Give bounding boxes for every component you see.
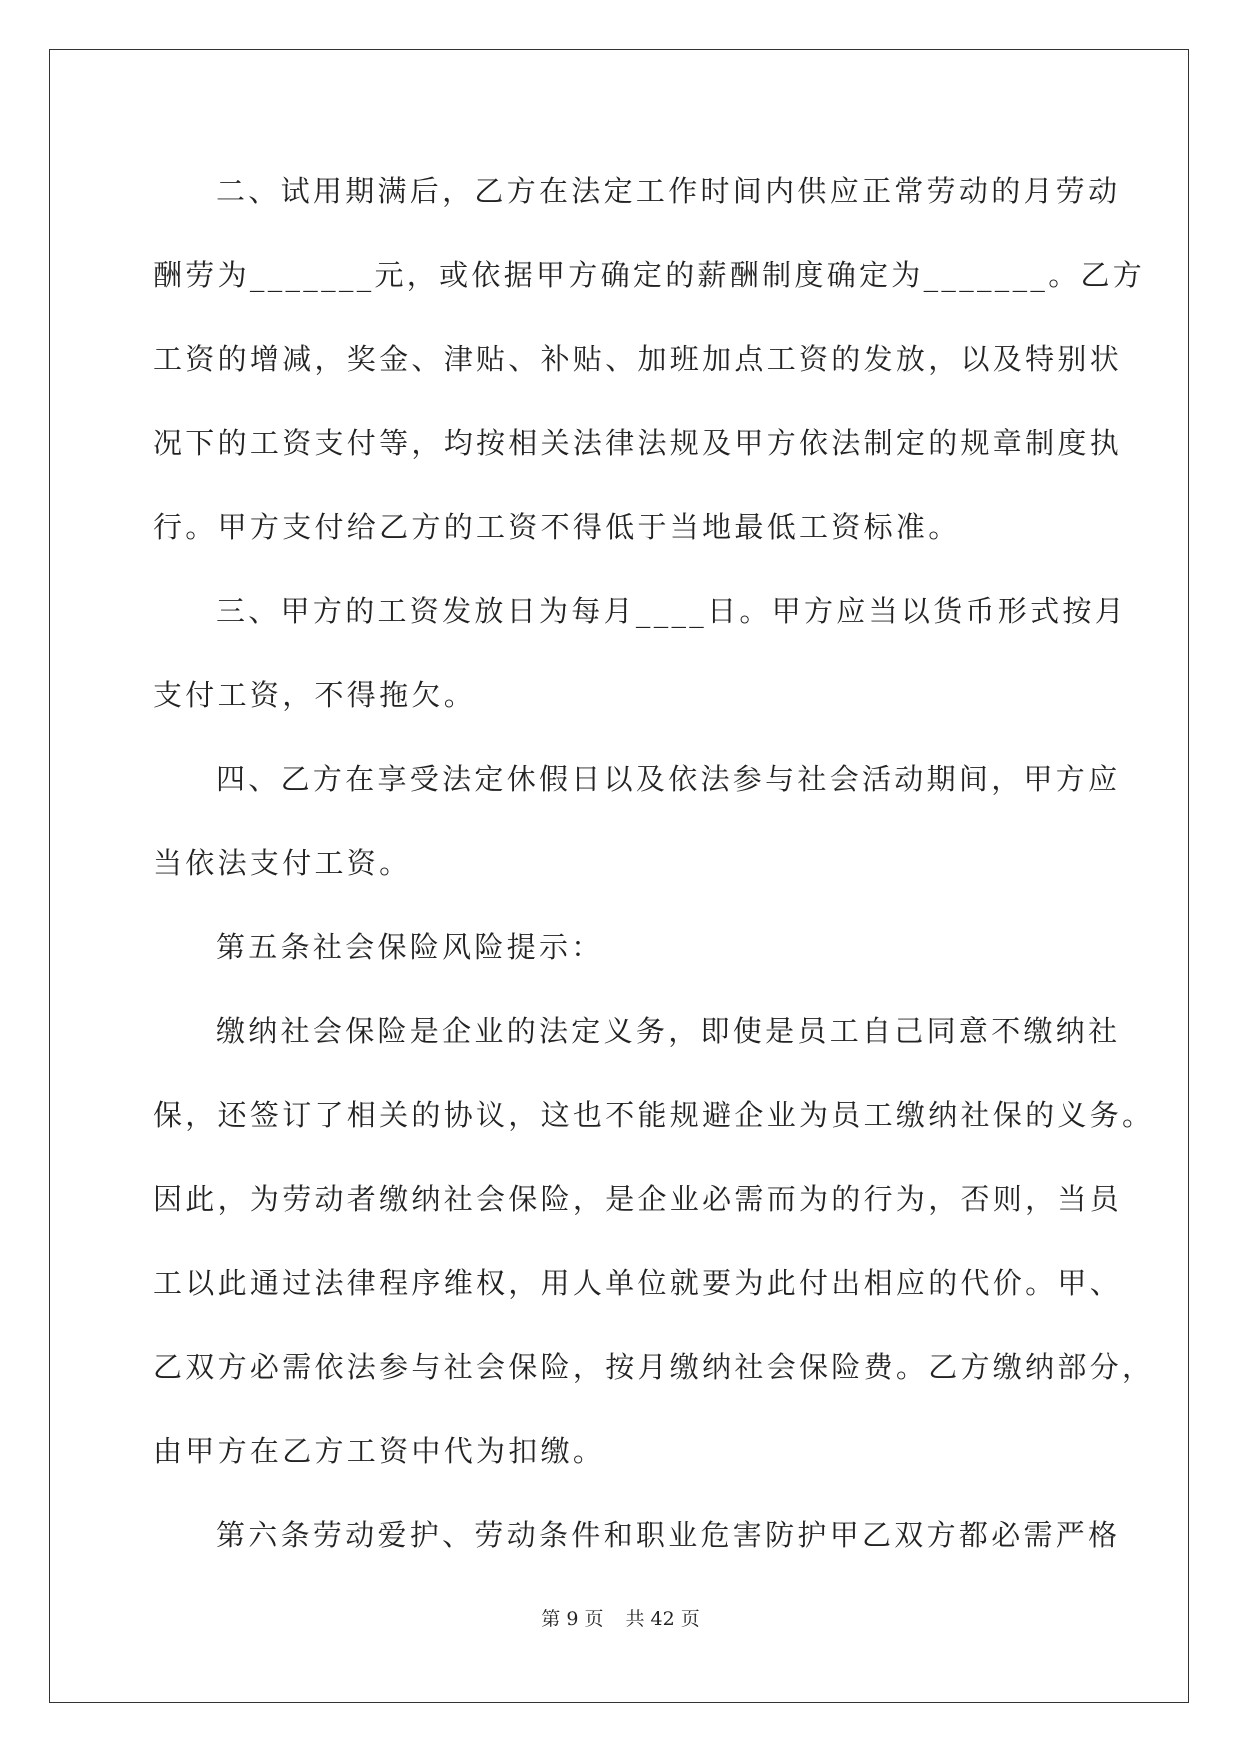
text-line: 四、乙方在享受法定休假日以及依法参与社会活动期间，甲方应	[216, 762, 1121, 796]
text-line: 工资的增减，奖金、津贴、补贴、加班加点工资的发放，以及特别状	[153, 342, 1123, 376]
section-heading: 第六条劳动爱护、劳动条件和职业危害防护甲乙双方都必需严格	[216, 1518, 1121, 1552]
text-line: 由甲方在乙方工资中代为扣缴。	[153, 1434, 606, 1468]
page-footer	[0, 1604, 1241, 1631]
text-line: 支付工资，不得拖欠。	[153, 678, 477, 712]
text-line: 乙双方必需依法参与社会保险，按月缴纳社会保险费。乙方缴纳部分，	[153, 1350, 1155, 1384]
section-heading: 第五条社会保险风险提示：	[216, 930, 604, 964]
text-line: 二、试用期满后，乙方在法定工作时间内供应正常劳动的月劳动	[216, 174, 1121, 208]
text-line: 三、甲方的工资发放日为每月____日。甲方应当以货币形式按月	[216, 594, 1128, 628]
text-line: 行。甲方支付给乙方的工资不得低于当地最低工资标准。	[153, 510, 961, 544]
page-number: 第 9 页	[541, 1608, 604, 1630]
document-body	[153, 160, 1155, 1588]
total-pages: 共 42 页	[625, 1608, 700, 1630]
text-line: 缴纳社会保险是企业的法定义务，即使是员工自己同意不缴纳社	[216, 1014, 1121, 1048]
text-line: 酬劳为_______元，或依据甲方确定的薪酬制度确定为_______。乙方	[153, 258, 1146, 292]
text-line: 况下的工资支付等，均按相关法律法规及甲方依法制定的规章制度执	[153, 426, 1123, 460]
text-line: 因此，为劳动者缴纳社会保险，是企业必需而为的行为，否则，当员	[153, 1182, 1123, 1216]
text-line: 保，还签订了相关的协议，这也不能规避企业为员工缴纳社保的义务。	[153, 1098, 1155, 1132]
text-line: 当依法支付工资。	[153, 846, 412, 880]
text-line: 工以此通过法律程序维权，用人单位就要为此付出相应的代价。甲、	[153, 1266, 1123, 1300]
